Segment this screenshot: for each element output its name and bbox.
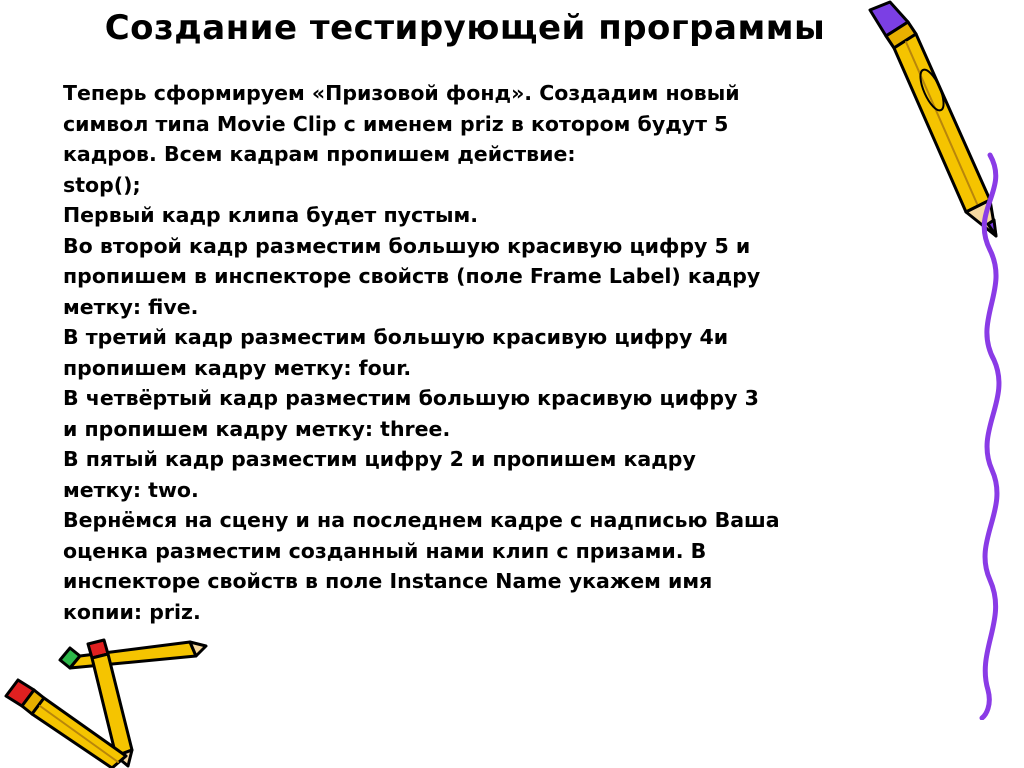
text-line: пропишем в инспекторе свойств (поле Frame Label) кадру xyxy=(63,264,761,288)
text-line: Теперь сформируем «Призовой фонд». Создадим новый xyxy=(63,81,740,105)
text-line: оценка разместим созданный нами клип с призами. В xyxy=(63,538,707,563)
text-line: кадров. Всем кадрам пропишем действие: xyxy=(63,142,576,166)
text-line: Во второй кадр разместим большую красивую цифру 5 и xyxy=(63,233,751,258)
text-line: Первый кадр клипа будет пустым. xyxy=(63,203,479,227)
text-line: В четвёртый кадр разместим большую красивую цифру 3 xyxy=(63,386,759,410)
page-title: Создание тестирующей программы xyxy=(104,8,826,48)
text-line: Вернёмся на сцену и на последнем кадре с надписью Ваша xyxy=(63,508,780,532)
text-line: символ типа Movie Clip с именем priz в котором будут 5 xyxy=(63,111,729,136)
text-line: метку: five. xyxy=(63,294,199,319)
text-line: В пятый кадр разместим цифру 2 и пропишем кадру xyxy=(63,447,696,471)
text-line: метку: two. xyxy=(63,477,199,502)
text-line: stop(); xyxy=(63,172,141,197)
text-line: пропишем кадру метку: four. xyxy=(63,355,412,380)
text-line: копии: priz. xyxy=(63,599,201,624)
text-line: В третий кадр разместим большую красивую цифру 4и xyxy=(63,325,729,349)
decorative-wavy-line xyxy=(960,150,1020,720)
text-line: инспекторе свойств в поле Instance Name укажем имя xyxy=(63,569,713,593)
text-line: и пропишем кадру метку: three. xyxy=(63,416,451,441)
pencils-icon xyxy=(0,620,210,768)
body-text xyxy=(63,78,853,627)
